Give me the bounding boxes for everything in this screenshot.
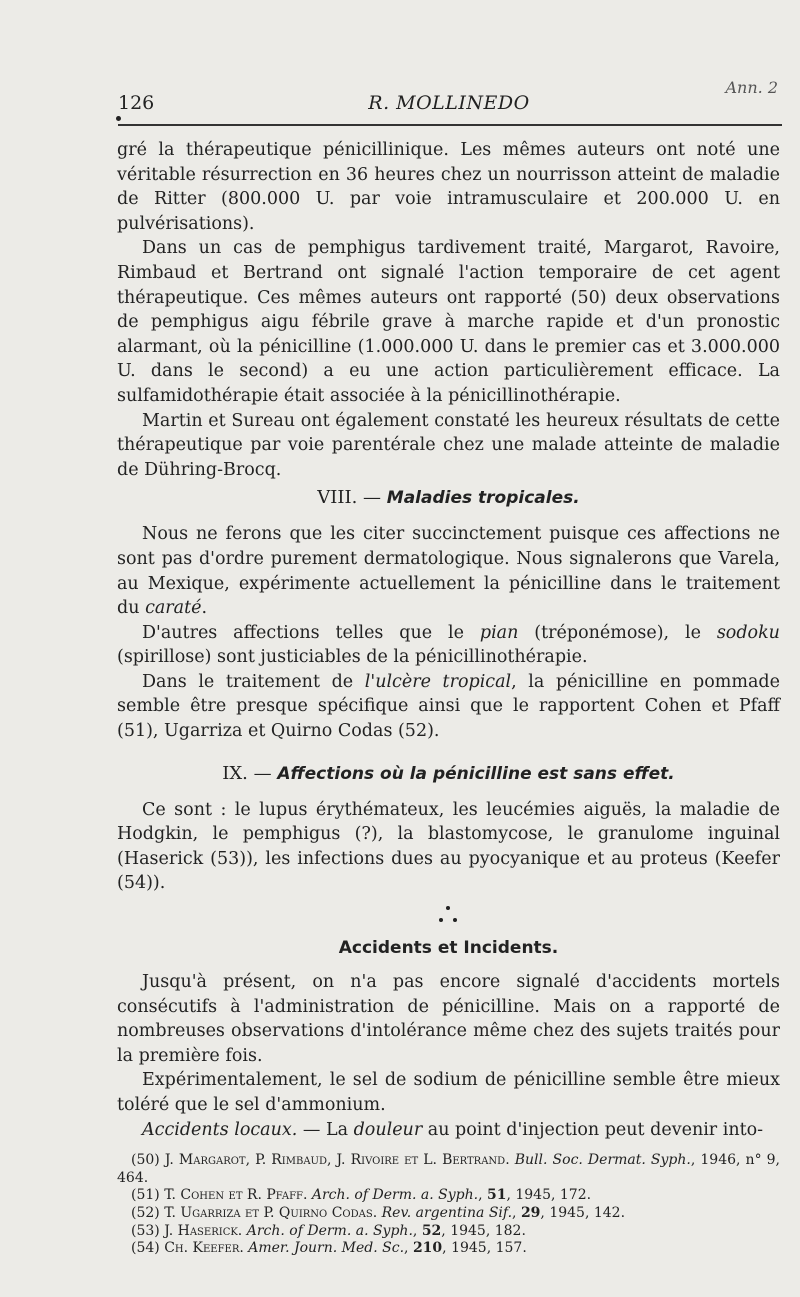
paragraph: Ce sont : le lupus érythémateux, les leucémies aiguës, la maladie de Hodgkin, le pemphigus (?), la blastomycose, le granulome inguinal (Haserick (53)), les infections dues au pyocyanique et au proteus (Keefer (54)). bbox=[117, 799, 780, 894]
emphasis: sodoku bbox=[716, 622, 780, 643]
page-number: 126 bbox=[118, 92, 155, 114]
emphasis: caraté bbox=[145, 598, 202, 619]
emphasis: l'ulcère tropical bbox=[364, 671, 512, 692]
emphasis: pian bbox=[479, 622, 519, 643]
emphasis: Accidents locaux. bbox=[142, 1119, 298, 1140]
footnote: (54) Ch. Keefer. Amer. Journ. Med. Sc., 210, 1945, 157. bbox=[131, 1240, 527, 1257]
emphasis: douleur bbox=[353, 1119, 423, 1140]
paragraph: Martin et Sureau ont également constaté les heureux résultats de cette thérapeutique par voie parentérale chez une malade atteinte de maladie de Dühring-Brocq. bbox=[117, 410, 780, 480]
paragraph: D'autres affections telles que le pian (tréponémose), le sodoku (spirillose) sont justiciables de la pénicillinothérapie. bbox=[117, 622, 780, 668]
footnote: (51) T. Cohen et R. Pfaff. Arch. of Derm. a. Syph., 51, 1945, 172. bbox=[131, 1187, 592, 1204]
section-number: IX. — bbox=[222, 762, 272, 784]
footnote: (52) T. Ugarriza et P. Quirno Codas. Rev. argentina Sif., 29, 1945, 142. bbox=[131, 1204, 626, 1221]
corner-annotation: Ann. 2 bbox=[725, 78, 778, 97]
paragraph: gré la thérapeutique pénicillinique. Les mêmes auteurs ont noté une véritable résurrection en 36 heures chez un nourrisson atteint de maladie de Ritter (800.000 U. par voie intramusculaire et 200.000 U. en pulvérisations). bbox=[117, 140, 780, 234]
section-number: VIII. — bbox=[317, 487, 382, 509]
section-heading-tropical bbox=[117, 486, 780, 510]
running-header bbox=[118, 92, 780, 118]
section-heading-accidents: Accidents et Incidents. bbox=[338, 938, 559, 959]
footnote: (50) J. Margarot, P. Rimbaud, J. Rivoire et L. Bertrand. Bull. Soc. Dermat. Syph., 1946, n° 9, 464. bbox=[117, 1152, 781, 1186]
paragraph: Nous ne ferons que les citer succinctement puisque ces affections ne sont pas d'ordre purement dermatologique. Nous signalerons que Varela, au Mexique, expérimente actuellement la pénicilline dans le traitement du caraté. bbox=[117, 524, 780, 619]
paragraph: Dans le traitement de l'ulcère tropical, la pénicilline en pommade semble être presque spécifique ainsi que le rapportent Cohen et Pfaff (51), Ugarriza et Quirno Codas (52). bbox=[117, 671, 780, 742]
header-rule bbox=[118, 124, 782, 126]
running-title: R. MOLLINEDO bbox=[368, 92, 530, 114]
section-title: Maladies tropicales. bbox=[386, 488, 580, 509]
section-title: Affections où la pénicilline est sans effet. bbox=[277, 763, 675, 784]
asterism-divider bbox=[117, 896, 780, 936]
paragraph: Dans un cas de pemphigus tardivement traité, Margarot, Ravoire, Rimbaud et Bertrand ont signalé l'action temporaire de cet agent thérapeutique. Ces mêmes auteurs ont rapporté (50) deux observations de pemphigus aigu fébrile grave à marche rapide et d'un pronostic alarmant, où la pénicilline (1.000.000 U. dans le premier cas et 3.000.000 U. dans le second) a eu une action particulièrement efficace. La sulfamidothérapie était associée à la pénicillinothérapie. bbox=[117, 238, 780, 406]
paragraph: Expérimentalement, le sel de sodium de pénicilline semble être mieux toléré que le sel d'ammonium. bbox=[117, 1070, 780, 1115]
paragraph: Accidents locaux. — La douleur au point d'injection peut devenir into- bbox=[142, 1119, 764, 1140]
section-heading-no-effect bbox=[117, 762, 780, 786]
paragraph: Jusqu'à présent, on n'a pas encore signalé d'accidents mortels consécutifs à l'administration de pénicilline. Mais on a rapporté de nombreuses observations d'intolérance même chez des sujets traités pour la première fois. bbox=[117, 972, 780, 1066]
footnote: (53) J. Haserick. Arch. of Derm. a. Syph., 52, 1945, 182. bbox=[131, 1222, 526, 1239]
header-bullet bbox=[116, 116, 121, 121]
page-body bbox=[117, 138, 780, 1258]
footnotes bbox=[117, 1152, 780, 1258]
